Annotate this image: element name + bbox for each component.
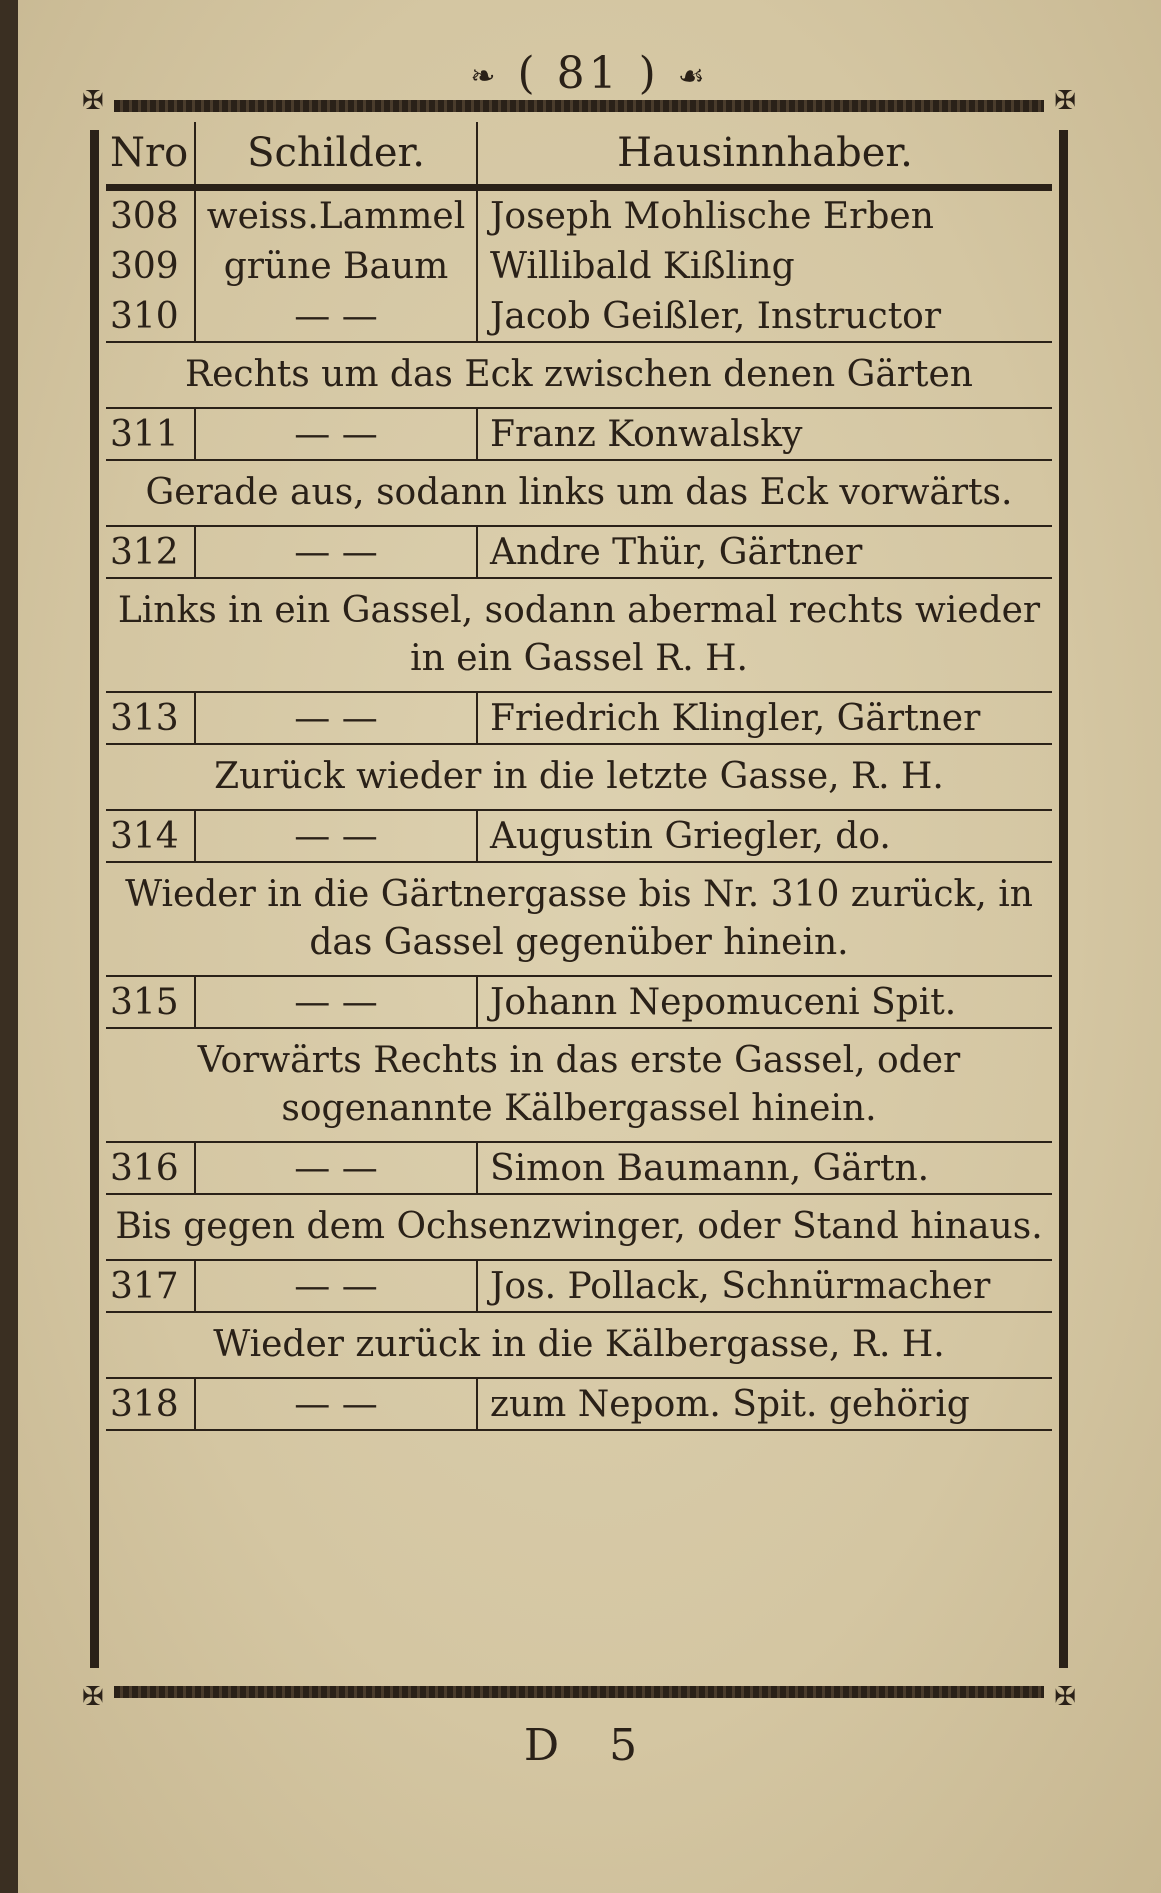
house-row-group xyxy=(106,811,1052,863)
house-row-group xyxy=(106,527,1052,579)
corner-ornament-icon: ✠ xyxy=(82,86,104,116)
corner-ornament-icon: ✠ xyxy=(82,1682,104,1712)
house-number: 316 xyxy=(106,1143,196,1193)
house-number: 312 xyxy=(106,527,196,577)
house-row-group xyxy=(106,1143,1052,1195)
table-row xyxy=(106,1143,1052,1193)
house-row-group xyxy=(106,977,1052,1029)
table-row xyxy=(106,241,1052,291)
sign-name: — — xyxy=(196,291,478,341)
signature-mark: D 5 xyxy=(523,1720,656,1771)
right-border xyxy=(1059,130,1068,1668)
sign-name: — — xyxy=(196,811,478,861)
sign-name: — — xyxy=(196,527,478,577)
header-schilder: Schilder. xyxy=(196,122,478,184)
table-row xyxy=(106,291,1052,341)
direction-note: Bis gegen dem Ochsenzwinger, oder Stand hinaus. xyxy=(106,1195,1052,1261)
table-header xyxy=(106,122,1052,191)
direction-note: Gerade aus, sodann links um das Eck vorwärts. xyxy=(106,461,1052,527)
owner-name: Franz Konwalsky xyxy=(490,413,803,455)
house-row-group xyxy=(106,1261,1052,1313)
house-number: 313 xyxy=(106,693,196,743)
house-number: 318 xyxy=(106,1379,196,1429)
table-row xyxy=(106,1261,1052,1311)
house-number: 310 xyxy=(106,291,196,341)
house-number: 309 xyxy=(106,241,196,291)
table-frame xyxy=(82,86,1076,1712)
house-row-group xyxy=(106,693,1052,745)
house-row-group xyxy=(106,191,1052,343)
left-ornament-icon: ❧ xyxy=(470,59,500,94)
owner-name: Jos. Pollack, Schnürmacher xyxy=(490,1265,991,1307)
house-number: 317 xyxy=(106,1261,196,1311)
owner-name: Johann Nepomuceni Spit. xyxy=(490,981,957,1023)
table-row xyxy=(106,527,1052,577)
direction-note: Vorwärts Rechts in das erste Gassel, oder sogenannte Kälbergassel hinein. xyxy=(106,1029,1052,1143)
house-number: 308 xyxy=(106,191,196,241)
header-nr: Nro xyxy=(106,122,196,184)
table-content xyxy=(106,122,1052,1676)
sign-name: — — xyxy=(196,1379,478,1429)
page-number: ( 81 ) xyxy=(517,48,660,99)
sign-name: — — xyxy=(196,409,478,459)
direction-note: Wieder zurück in die Kälbergasse, R. H. xyxy=(106,1313,1052,1379)
header-hausinnhaber: Hausinnhaber. xyxy=(617,130,913,176)
top-rule xyxy=(114,100,1044,112)
table-row xyxy=(106,977,1052,1027)
table-row xyxy=(106,191,1052,241)
house-number: 315 xyxy=(106,977,196,1027)
table-row xyxy=(106,409,1052,459)
owner-name: Augustin Griegler, do. xyxy=(490,815,891,857)
sign-name: — — xyxy=(196,693,478,743)
sign-name: — — xyxy=(196,1261,478,1311)
sign-name: — — xyxy=(196,1143,478,1193)
house-row-group xyxy=(106,1379,1052,1431)
house-row-group xyxy=(106,409,1052,461)
direction-note: Links in ein Gassel, sodann abermal rechts wieder in ein Gassel R. H. xyxy=(106,579,1052,693)
owner-name: Simon Baumann, Gärtn. xyxy=(490,1147,930,1189)
house-number: 314 xyxy=(106,811,196,861)
table-row xyxy=(106,811,1052,861)
owner-name: Andre Thür, Gärtner xyxy=(490,531,863,573)
corner-ornament-icon: ✠ xyxy=(1054,86,1076,116)
owner-name: Willibald Kißling xyxy=(490,245,795,287)
sign-name: — — xyxy=(196,977,478,1027)
owner-name: Friedrich Klingler, Gärtner xyxy=(490,697,981,739)
left-border xyxy=(90,130,99,1668)
house-number: 311 xyxy=(106,409,196,459)
book-page xyxy=(18,0,1161,1893)
owner-name: zum Nepom. Spit. gehörig xyxy=(490,1383,970,1425)
direction-note: Zurück wieder in die letzte Gasse, R. H. xyxy=(106,745,1052,811)
page-number-line xyxy=(18,48,1161,99)
corner-ornament-icon: ✠ xyxy=(1054,1682,1076,1712)
direction-note: Rechts um das Eck zwischen denen Gärten xyxy=(106,343,1052,409)
owner-name: Jacob Geißler, Instructor xyxy=(490,295,942,337)
right-ornament-icon: ☙ xyxy=(677,59,709,94)
sign-name: weiss.Lammel xyxy=(196,191,478,241)
bottom-rule xyxy=(114,1686,1044,1698)
sign-name: grüne Baum xyxy=(196,241,478,291)
table-row xyxy=(106,1379,1052,1429)
table-row xyxy=(106,693,1052,743)
direction-note: Wieder in die Gärtnergasse bis Nr. 310 zurück, in das Gassel gegenüber hinein. xyxy=(106,863,1052,977)
owner-name: Joseph Mohlische Erben xyxy=(490,195,934,237)
